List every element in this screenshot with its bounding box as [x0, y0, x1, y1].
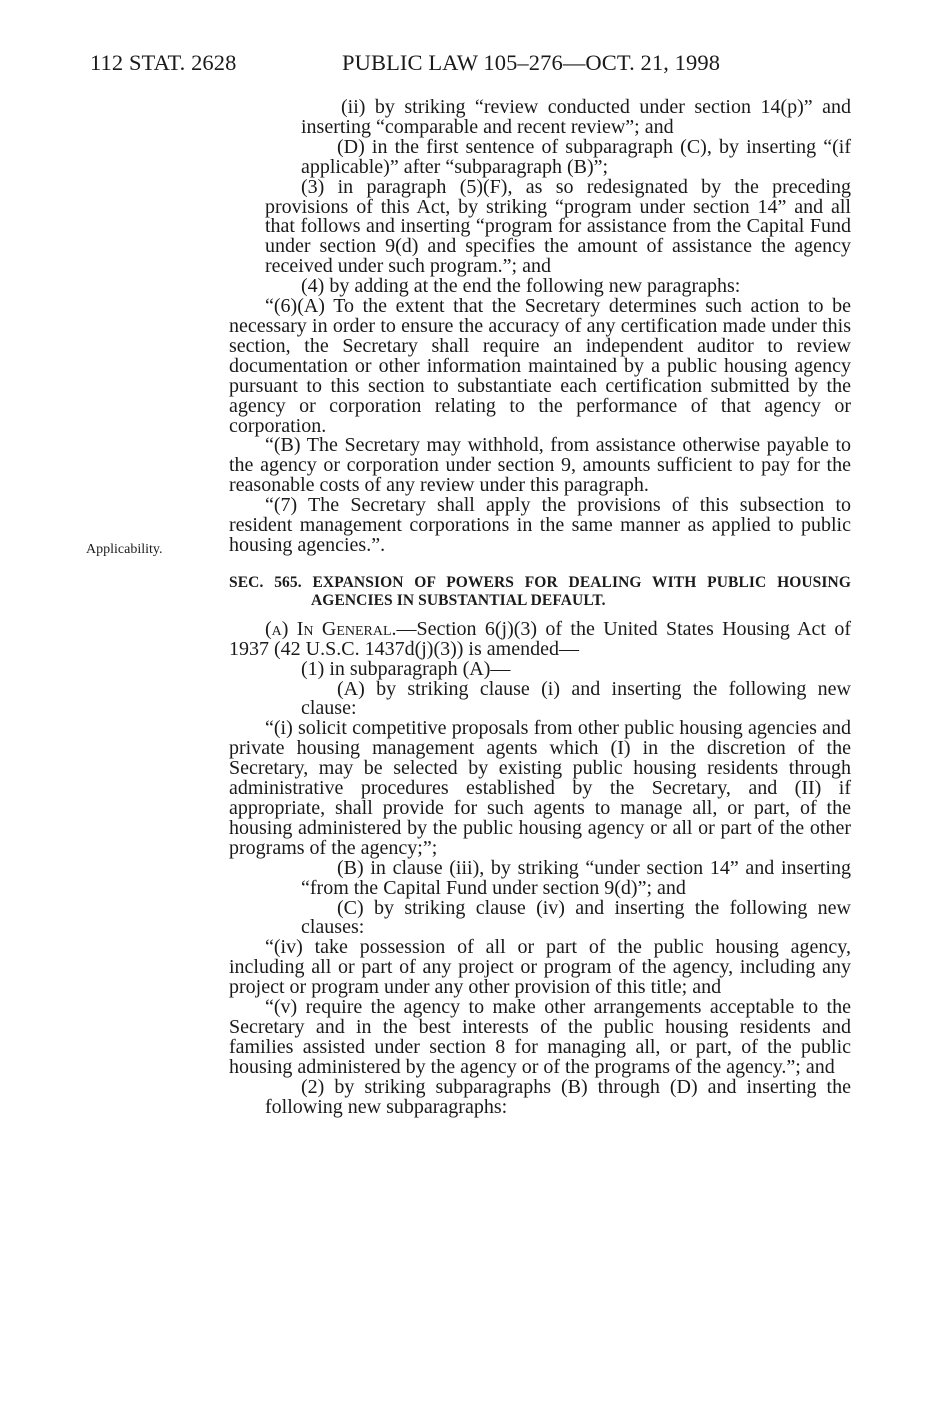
subparagraph-d: (D) in the first sentence of subparagraph (C), by inserting “(if applicable)” after “subparagraph (B)”;: [301, 135, 851, 178]
paragraph-3: (3) in paragraph (5)(F), as so redesignated by the preceding provisions of this Act, by striking “program under section 14” and all that follows and inserting “program for assistance from the Capital Fund under section 9(d) and specifies the amount of assistance the agency received under such program.”; and: [265, 175, 851, 278]
section-heading: SEC. 565. EXPANSION OF POWERS FOR DEALING WITH PUBLIC HOUSING AGENCIES IN SUBSTANTIAL DEFAULT.: [229, 573, 851, 610]
section-subparagraph-c: (C) by striking clause (iv) and inserting the following new clauses:: [301, 896, 851, 939]
section-subparagraph-b: (B) in clause (iii), by striking “under section 14” and inserting “from the Capital Fund under section 9(d)”; and: [301, 856, 851, 899]
section-subparagraph-a: (A) by striking clause (i) and inserting the following new clause:: [301, 677, 851, 720]
margin-note-applicability: Applicability.: [86, 542, 163, 557]
running-head: [0, 50, 947, 90]
subsection-label: (a) In General.: [265, 617, 397, 640]
page-citation: 112 STAT. 2628: [90, 50, 237, 75]
new-paragraph-6b: “(B) The Secretary may withhold, from assistance otherwise payable to the agency or corporation under section 9, amounts sufficient to pay for the reasonable costs of any review under this paragraph.: [229, 434, 851, 497]
section-paragraph-2: (2) by striking subparagraphs (B) through (D) and inserting the following new subparagraphs:: [265, 1075, 851, 1118]
subsection-text: —Section 6(j)(3) of the United States Housing Act of 1937 (42 U.S.C. 1437d(j)(3)) is amended—: [229, 617, 851, 660]
section-paragraph-1: (1) in subparagraph (A)—: [301, 657, 511, 680]
new-clause-i: “(i) solicit competitive proposals from other public housing agencies and private housing management agents which (I) in the discretion of the Secretary, may be selected by existing public housing residents through administrative procedures established by the Secretary, and (II) if appropriate, shall provide for such agents to manage all, or part, of the housing administered by the public housing agency or all or part of the other programs of the agency;”;: [229, 717, 851, 859]
clause-ii: (ii) by striking “review conducted under section 14(p)” and inserting “comparable and recent review”; and: [301, 96, 851, 138]
new-paragraph-6a: “(6)(A) To the extent that the Secretary determines such action to be necessary in order to ensure the accuracy of any certification made under this section, the Secretary shall require an independent auditor to review documentation or other information maintained by a public housing agency pursuant to this section to substantiate each certification submitted by the agency or corporation relating to the performance of that agency or corporation.: [229, 295, 851, 437]
subsection-a: [229, 617, 851, 660]
new-paragraph-7: “(7) The Secretary shall apply the provisions of this subsection to resident management corporations in the same manner as applied to public housing agencies.”.: [229, 494, 851, 556]
law-title: PUBLIC LAW 105–276—OCT. 21, 1998: [342, 50, 721, 75]
new-clause-v: “(v) require the agency to make other arrangements acceptable to the Secretary and in the best interests of the public housing residents and families assisted under section 8 for managing all, or part, of the public housing administered by the agency or of the programs of the agency.”; and: [229, 996, 851, 1078]
body-text: [229, 98, 851, 1118]
paragraph-4: (4) by adding at the end the following new paragraphs:: [301, 275, 741, 298]
new-clause-iv: “(iv) take possession of all or part of the public housing agency, including all or part of any project or program of the agency, including any project or program under any other provision of this title; and: [229, 936, 851, 999]
